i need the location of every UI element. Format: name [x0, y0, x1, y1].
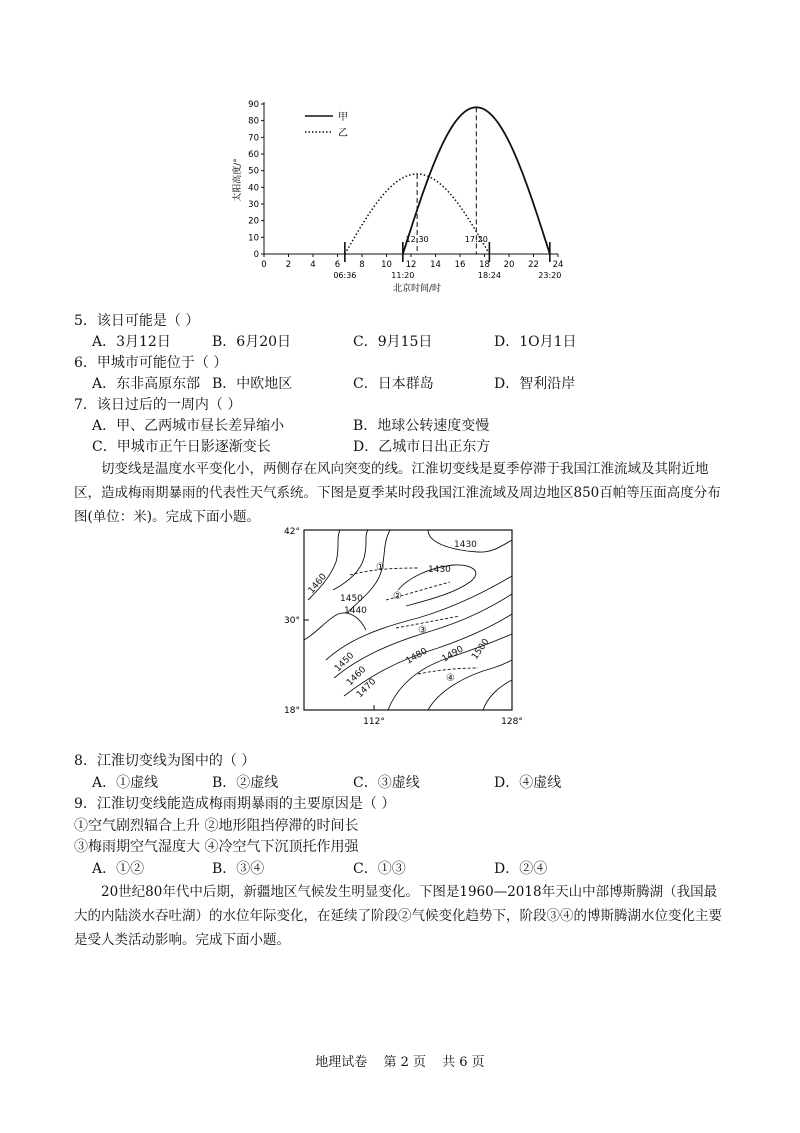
- question-5-option-a[interactable]: A．3月12日: [92, 334, 171, 350]
- contour-label-1470: 1470: [355, 676, 379, 701]
- question-8-option-c[interactable]: C．③虚线: [353, 775, 420, 791]
- legend-label-jia: 甲: [338, 112, 348, 123]
- y-tick-label: 60: [248, 150, 259, 160]
- footer-total: 共 6 页: [442, 1055, 485, 1070]
- noon-label: 17:20: [464, 235, 488, 244]
- y-tick-label: 80: [248, 116, 259, 127]
- x-tick-label: 16: [454, 260, 466, 270]
- contour-label-1500: 1500: [470, 637, 492, 662]
- marker-2: ②: [393, 591, 402, 602]
- contour-1490: [428, 660, 512, 710]
- y-axis-title: 太阳高度/°: [233, 158, 243, 202]
- y-tick-label: 40: [248, 183, 259, 194]
- page-footer: [0, 1051, 800, 1070]
- question-6-option-b[interactable]: B．中欧地区: [212, 376, 293, 392]
- x-tick-label: 6: [334, 260, 341, 270]
- solar-altitude-chart: [230, 92, 575, 297]
- contour-1500: [483, 680, 512, 710]
- lon-label-112: 112°: [363, 717, 385, 727]
- y-tick-label: 90: [248, 100, 259, 110]
- x-tick-label: 20: [503, 260, 515, 270]
- contour-label-1430b: 1430: [428, 565, 451, 575]
- question-8-option-a[interactable]: A．①虚线: [92, 775, 159, 791]
- contour-label-1430a: 1430: [454, 540, 477, 550]
- contour-label-1460: 1460: [306, 571, 330, 596]
- contour-label-1490: 1490: [440, 644, 466, 665]
- event-time-label: 18:24: [477, 271, 501, 280]
- pressure-height-map: [278, 520, 528, 730]
- map-frame: [304, 530, 512, 710]
- event-time-label: 06:36: [333, 271, 357, 280]
- question-7-option-d[interactable]: D．乙城市日出正东方: [353, 439, 491, 455]
- contour-label-1480: 1480: [404, 646, 430, 667]
- x-tick-label: 22: [528, 260, 539, 270]
- x-tick-label: 8: [359, 260, 365, 270]
- x-tick-label: 18: [479, 260, 490, 270]
- question-8-option-b[interactable]: B．②虚线: [212, 775, 279, 791]
- lat-label-18: 18°: [284, 706, 300, 716]
- question-5-option-c[interactable]: C．9月15日: [353, 334, 433, 350]
- event-time-label: 23:20: [538, 271, 562, 280]
- question-5-stem: 5．该日可能是（ ）: [74, 313, 200, 329]
- question-6-option-d[interactable]: D．智利沿岸: [494, 376, 576, 392]
- footer-page: 第 2 页: [383, 1055, 426, 1070]
- question-9-option-a[interactable]: A．①②: [92, 861, 145, 877]
- marker-3: ③: [418, 625, 427, 636]
- question-9-option-c[interactable]: C．①③: [353, 861, 406, 877]
- y-tick-label: 70: [248, 133, 259, 144]
- question-5-option-d[interactable]: D．1O月1日: [494, 334, 577, 350]
- y-tick-label: 30: [248, 200, 259, 210]
- legend-label-yi: 乙: [338, 128, 348, 139]
- y-tick-label: 0: [253, 250, 259, 260]
- contour-label-1450s: 1450: [333, 650, 357, 675]
- question-6-stem: 6．甲城市可能位于（ ）: [74, 355, 228, 371]
- question-7-option-b[interactable]: B．地球公转速度变慢: [353, 418, 490, 434]
- x-tick-label: 12: [405, 260, 417, 270]
- contour-label-1450: 1450: [340, 594, 363, 604]
- x-tick-label: 0: [261, 260, 267, 270]
- marker-4: ④: [446, 673, 455, 684]
- lat-label-30: 30°: [284, 616, 300, 626]
- question-5-option-b[interactable]: B．6月20日: [212, 334, 292, 350]
- footer-subject: 地理试卷: [315, 1055, 368, 1070]
- question-9-statements-2: ③梅雨期空气湿度大 ④冷空气下沉顶托作用强: [74, 839, 359, 855]
- x-tick-label: 2: [285, 260, 292, 270]
- question-9-stem: 9．江淮切变线能造成梅雨期暴雨的主要原因是（ ）: [74, 796, 396, 812]
- x-axis-title: 北京时间/时: [392, 284, 442, 294]
- lon-label-128: 128°: [501, 717, 523, 727]
- question-9-option-d[interactable]: D．②④: [494, 861, 548, 877]
- noon-label: 12:30: [405, 235, 429, 244]
- y-tick-label: 10: [248, 233, 259, 244]
- event-time-label: 11:20: [391, 271, 415, 280]
- contour-1480: [388, 634, 512, 710]
- passage-bosten-lake: 20世纪80年代中后期，新疆地区气候发生明显变化。下图是1960—2018年天山中部博斯腾湖（我国最大的内陆淡水吞吐湖）的水位年际变化，在延续了阶段②气候变化趋势下，阶段③④的博斯腾湖水位变化主要是受人类活动影响。完成下面小题。: [74, 884, 722, 948]
- question-6-option-a[interactable]: A．东非高原东部: [92, 376, 201, 392]
- contour-label-1460s: 1460: [345, 664, 369, 689]
- y-tick-label: 20: [248, 216, 259, 227]
- question-9-statements-1: ①空气剧烈辐合上升 ②地形阻挡停滞的时间长: [74, 818, 359, 834]
- lat-label-42: 42°: [284, 527, 300, 537]
- question-8-stem: 8．江淮切变线为图中的（ ）: [74, 753, 256, 769]
- question-9-option-b[interactable]: B．③④: [212, 861, 265, 877]
- x-tick-label: 24: [552, 260, 564, 270]
- passage-shear-line: 切变线是温度水平变化小，两侧存在风向突变的线。江淮切变线是夏季停滞于我国江淮流域及其附近地区，造成梅雨期暴雨的代表性天气系统。下图是夏季某时段我国江淮流域及周边地区850百帕等压面高度分布图(单位：米)。完成下面小题。: [74, 461, 721, 525]
- contour-label-1440: 1440: [344, 606, 367, 616]
- question-6-option-c[interactable]: C．日本群岛: [353, 376, 434, 392]
- x-tick-label: 4: [310, 260, 316, 270]
- question-7-stem: 7．该日过后的一周内（ ）: [74, 397, 242, 413]
- question-7-option-a[interactable]: A．甲、乙两城市昼长差异缩小: [92, 418, 285, 434]
- shear-line-3: [396, 616, 460, 628]
- y-tick-label: 50: [248, 166, 259, 177]
- question-7-option-c[interactable]: C．甲城市正午日影逐渐变长: [92, 439, 271, 455]
- x-tick-label: 10: [381, 260, 392, 270]
- question-8-option-d[interactable]: D．④虚线: [494, 775, 562, 791]
- x-tick-label: 14: [430, 260, 441, 270]
- marker-1: ①: [376, 562, 385, 573]
- contour-1460-west: [304, 613, 366, 640]
